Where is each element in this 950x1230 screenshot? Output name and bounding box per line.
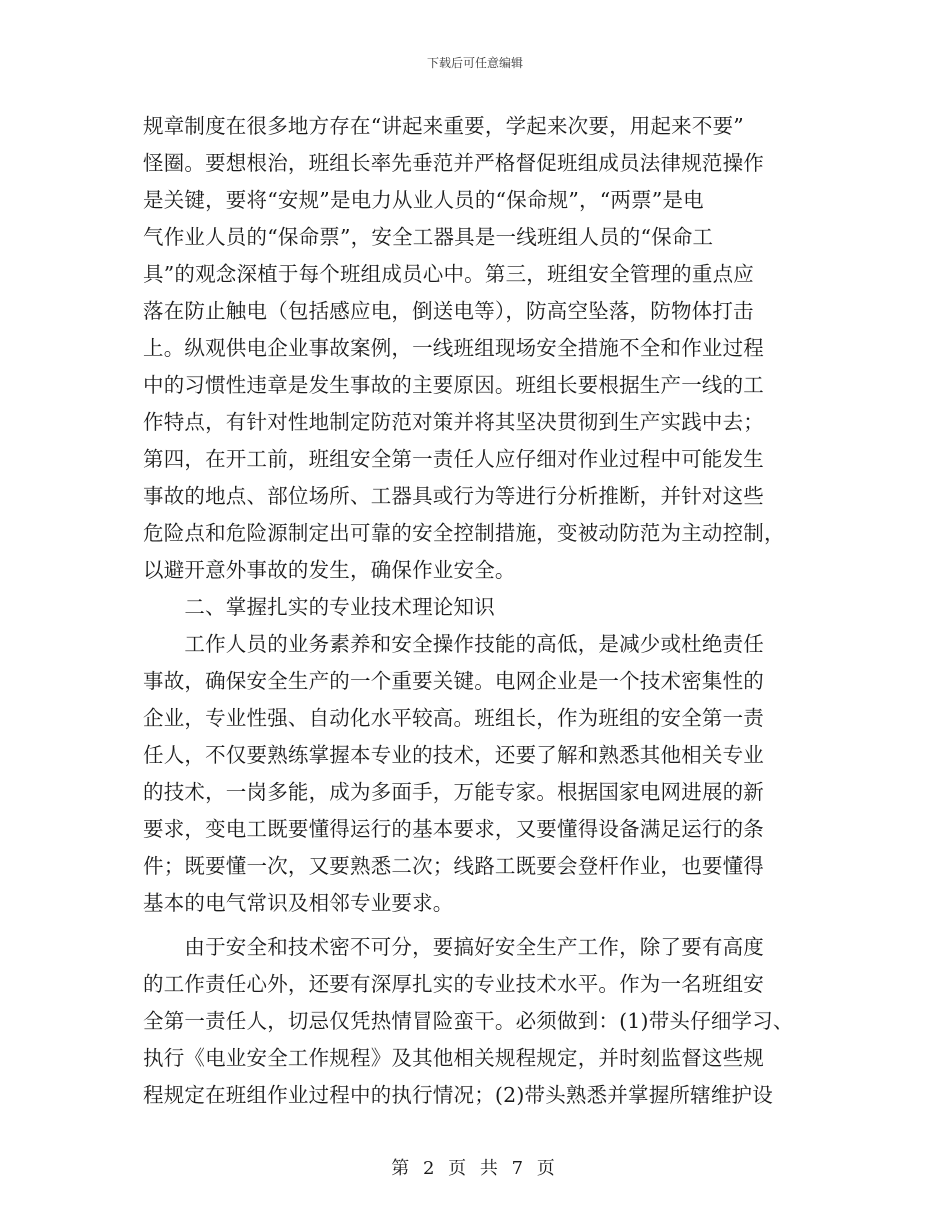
- text-line: 事故的地点、部位场所、工器具或行为等进行分析推断，并针对这些: [143, 484, 764, 508]
- text-line: 作特点，有针对性地制定防范对策并将其坚决贯彻到生产实践中去；: [143, 410, 764, 434]
- text-line: 执行《电业安全工作规程》及其他相关规程规定，并时刻监督这些规: [143, 1046, 764, 1070]
- text-line: 事故，确保安全生产的一个重要关键。电网企业是一个技术密集性的: [143, 669, 764, 693]
- text-line: 企业，专业性强、自动化水平较高。班组长，作为班组的安全第一责: [143, 706, 764, 730]
- text-line: 程规定在班组作业过程中的执行情况；(2)带头熟悉并掌握所辖维护设: [143, 1083, 773, 1107]
- text-line: 第四，在开工前，班组安全第一责任人应仔细对作业过程中可能发生: [143, 447, 764, 471]
- text-line: 要求，变电工既要懂得运行的基本要求，又要懂得设备满足运行的条: [143, 817, 764, 841]
- text-line: 全第一责任人，切忌仅凭热情冒险蛮干。必须做到：(1)带头仔细学习、: [143, 1009, 794, 1033]
- text-line: 的工作责任心外，还要有深厚扎实的专业技术水平。作为一名班组安: [143, 972, 764, 996]
- text-line: 的技术，一岗多能，成为多面手，万能专家。根据国家电网进展的新: [143, 780, 764, 804]
- page-number-footer: 第 2 页 共 7 页: [391, 1158, 559, 1179]
- text-line: 怪圈。要想根治，班组长率先垂范并严格督促班组成员法律规范操作: [143, 151, 764, 175]
- text-line: 任人，不仅要熟练掌握本专业的技术，还要了解和熟悉其他相关专业: [143, 743, 764, 767]
- text-line: 件；既要懂一次，又要熟悉二次；线路工既要会登杆作业，也要懂得: [143, 854, 764, 878]
- page-header: 下载后可任意编辑: [426, 56, 523, 70]
- text-line: 中的习惯性违章是发生事故的主要原因。班组长要根据生产一线的工: [143, 373, 764, 397]
- text-line: 气作业人员的“保命票”，安全工器具是一线班组人员的“保命工: [143, 225, 714, 249]
- text-line: 以避开意外事故的发生，确保作业安全。: [143, 558, 516, 582]
- text-line: 基本的电气常识及相邻专业要求。: [143, 891, 454, 915]
- text-line: 具”的观念深植于每个班组成员心中。第三，班组安全管理的重点应: [143, 262, 754, 286]
- text-line: 是关键，要将“安规”是电力从业人员的“保命规”，“两票”是电: [143, 188, 704, 212]
- text-line: 规章制度在很多地方存在“讲起来重要，学起来次要，用起来不要”: [143, 114, 744, 138]
- body-text: [143, 108, 813, 1114]
- text-line: 落在防止触电（包括感应电，倒送电等），防高空坠落，防物体打击: [143, 299, 754, 323]
- text-line: 由于安全和技术密不可分，要搞好安全生产工作，除了要有高度: [143, 935, 764, 959]
- text-line: 危险点和危险源制定出可靠的安全控制措施，变被动防范为主动控制，: [143, 521, 785, 545]
- section-heading: 二、掌握扎实的专业技术理论知识: [143, 595, 495, 619]
- text-line: 工作人员的业务素养和安全操作技能的高低，是减少或杜绝责任: [143, 632, 764, 656]
- text-line: 上。纵观供电企业事故案例，一线班组现场安全措施不全和作业过程: [143, 336, 764, 360]
